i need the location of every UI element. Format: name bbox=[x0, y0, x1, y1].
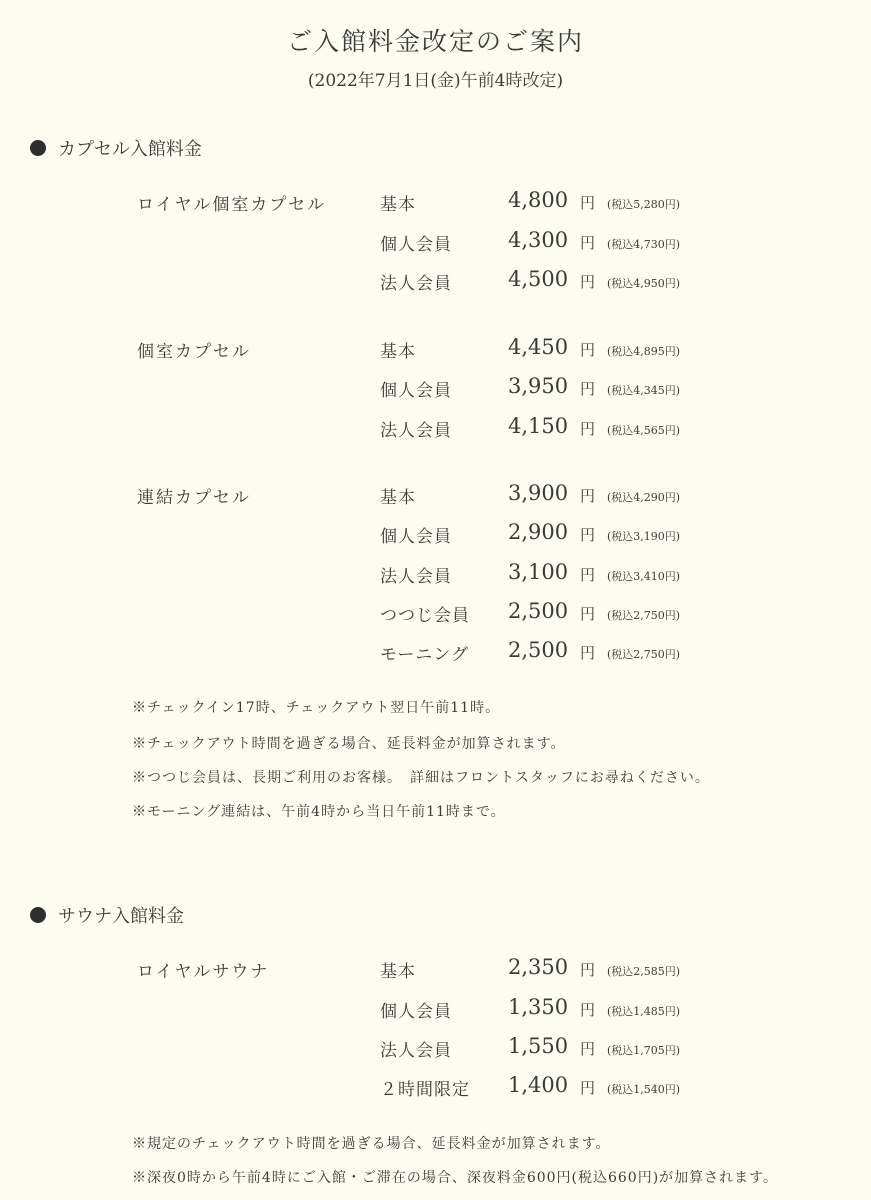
tier-label: 基本 bbox=[380, 962, 416, 982]
tier-label: 基本 bbox=[380, 342, 416, 362]
price-row bbox=[0, 1073, 871, 1103]
price-value: 1,350 bbox=[508, 995, 569, 1019]
capsule-note: ※つつじ会員は、長期ご利用のお客様。 詳細はフロントスタッフにお尋ねください。 bbox=[132, 770, 710, 786]
yen-unit: 円 bbox=[580, 341, 596, 359]
tier-label: 法人会員 bbox=[380, 567, 452, 587]
price-value: 2,500 bbox=[508, 599, 569, 623]
tax-included-price: (税込4,290円) bbox=[607, 491, 681, 504]
sauna-heading-text: サウナ入館料金 bbox=[58, 906, 184, 927]
yen-unit: 円 bbox=[580, 961, 596, 979]
tax-included-price: (税込4,895円) bbox=[607, 345, 681, 358]
sauna-section-heading bbox=[30, 902, 184, 928]
tier-label: モーニング bbox=[380, 645, 469, 665]
page-subtitle: (2022年7月1日(金)午前4時改定) bbox=[307, 71, 564, 91]
price-row bbox=[0, 374, 871, 404]
price-row bbox=[0, 520, 871, 550]
tax-included-price: (税込1,485円) bbox=[607, 1005, 681, 1018]
page-title: ご入館料金改定のご案内 bbox=[286, 27, 584, 56]
yen-unit: 円 bbox=[580, 1079, 596, 1097]
price-row bbox=[0, 1034, 871, 1064]
yen-unit: 円 bbox=[580, 487, 596, 505]
tax-included-price: (税込1,705円) bbox=[607, 1044, 681, 1057]
bullet-icon bbox=[30, 907, 46, 923]
price-row bbox=[0, 414, 871, 444]
price-value: 3,950 bbox=[508, 374, 569, 398]
price-value: 4,300 bbox=[508, 228, 569, 252]
yen-unit: 円 bbox=[580, 526, 596, 544]
tier-label: 法人会員 bbox=[380, 274, 452, 294]
tier-label: 個人会員 bbox=[380, 527, 452, 547]
price-row bbox=[0, 638, 871, 668]
price-row bbox=[0, 335, 871, 365]
price-value: 1,400 bbox=[508, 1073, 569, 1097]
price-row bbox=[0, 188, 871, 218]
price-value: 4,150 bbox=[508, 414, 569, 438]
tax-included-price: (税込2,585円) bbox=[607, 965, 681, 978]
tax-included-price: (税込1,540円) bbox=[607, 1083, 681, 1096]
tax-included-price: (税込4,730円) bbox=[607, 238, 681, 251]
tax-included-price: (税込4,565円) bbox=[607, 424, 681, 437]
tier-label: 個人会員 bbox=[380, 1002, 452, 1022]
price-value: 2,900 bbox=[508, 520, 569, 544]
yen-unit: 円 bbox=[580, 1001, 596, 1019]
capsule-note: ※チェックイン17時、チェックアウト翌日午前11時。 bbox=[132, 700, 501, 716]
tax-included-price: (税込3,190円) bbox=[607, 530, 681, 543]
price-value: 3,900 bbox=[508, 481, 569, 505]
tax-included-price: (税込5,280円) bbox=[607, 198, 681, 211]
price-value: 1,550 bbox=[508, 1034, 569, 1058]
tier-label: つつじ会員 bbox=[380, 606, 470, 626]
price-row bbox=[0, 955, 871, 985]
tax-included-price: (税込2,750円) bbox=[607, 648, 681, 661]
tax-included-price: (税込4,950円) bbox=[607, 277, 681, 290]
price-value: 4,500 bbox=[508, 267, 569, 291]
price-row bbox=[0, 599, 871, 629]
tier-label: 個人会員 bbox=[380, 235, 452, 255]
tax-included-price: (税込3,410円) bbox=[607, 570, 681, 583]
yen-unit: 円 bbox=[580, 234, 596, 252]
group-label-royal-sauna: ロイヤルサウナ bbox=[137, 962, 270, 982]
price-value: 2,350 bbox=[508, 955, 569, 979]
yen-unit: 円 bbox=[580, 605, 596, 623]
price-value: 4,450 bbox=[508, 335, 569, 359]
group-label-private-capsule: 個室カプセル bbox=[137, 342, 251, 362]
yen-unit: 円 bbox=[580, 420, 596, 438]
price-row bbox=[0, 267, 871, 297]
yen-unit: 円 bbox=[580, 1040, 596, 1058]
tier-label: 法人会員 bbox=[380, 421, 452, 441]
price-value: 3,100 bbox=[508, 560, 569, 584]
tier-label: 法人会員 bbox=[380, 1041, 452, 1061]
sauna-note: ※規定のチェックアウト時間を過ぎる場合、延長料金が加算されます。 bbox=[132, 1136, 611, 1152]
tier-label: 個人会員 bbox=[380, 381, 452, 401]
tier-label: ２時間限定 bbox=[380, 1080, 470, 1100]
price-row bbox=[0, 995, 871, 1025]
sauna-note: ※深夜0時から午前4時にご入館・ご滞在の場合、深夜料金600円(税込660円)が加算されます。 bbox=[132, 1170, 779, 1186]
tax-included-price: (税込4,345円) bbox=[607, 384, 681, 397]
yen-unit: 円 bbox=[580, 194, 596, 212]
yen-unit: 円 bbox=[580, 380, 596, 398]
price-row bbox=[0, 481, 871, 511]
price-value: 4,800 bbox=[508, 188, 569, 212]
group-label-royal-private-capsule: ロイヤル個室カプセル bbox=[137, 195, 327, 215]
capsule-section-heading bbox=[30, 135, 202, 161]
capsule-note: ※チェックアウト時間を過ぎる場合、延長料金が加算されます。 bbox=[132, 736, 566, 752]
capsule-heading-text: カプセル入館料金 bbox=[58, 139, 202, 160]
tier-label: 基本 bbox=[380, 195, 416, 215]
price-row bbox=[0, 228, 871, 258]
bullet-icon bbox=[30, 140, 46, 156]
price-row bbox=[0, 560, 871, 590]
tax-included-price: (税込2,750円) bbox=[607, 609, 681, 622]
yen-unit: 円 bbox=[580, 566, 596, 584]
yen-unit: 円 bbox=[580, 273, 596, 291]
tier-label: 基本 bbox=[380, 488, 416, 508]
capsule-note: ※モーニング連結は、午前4時から当日午前11時まで。 bbox=[132, 804, 506, 820]
yen-unit: 円 bbox=[580, 644, 596, 662]
price-value: 2,500 bbox=[508, 638, 569, 662]
group-label-linked-capsule: 連結カプセル bbox=[137, 488, 251, 508]
